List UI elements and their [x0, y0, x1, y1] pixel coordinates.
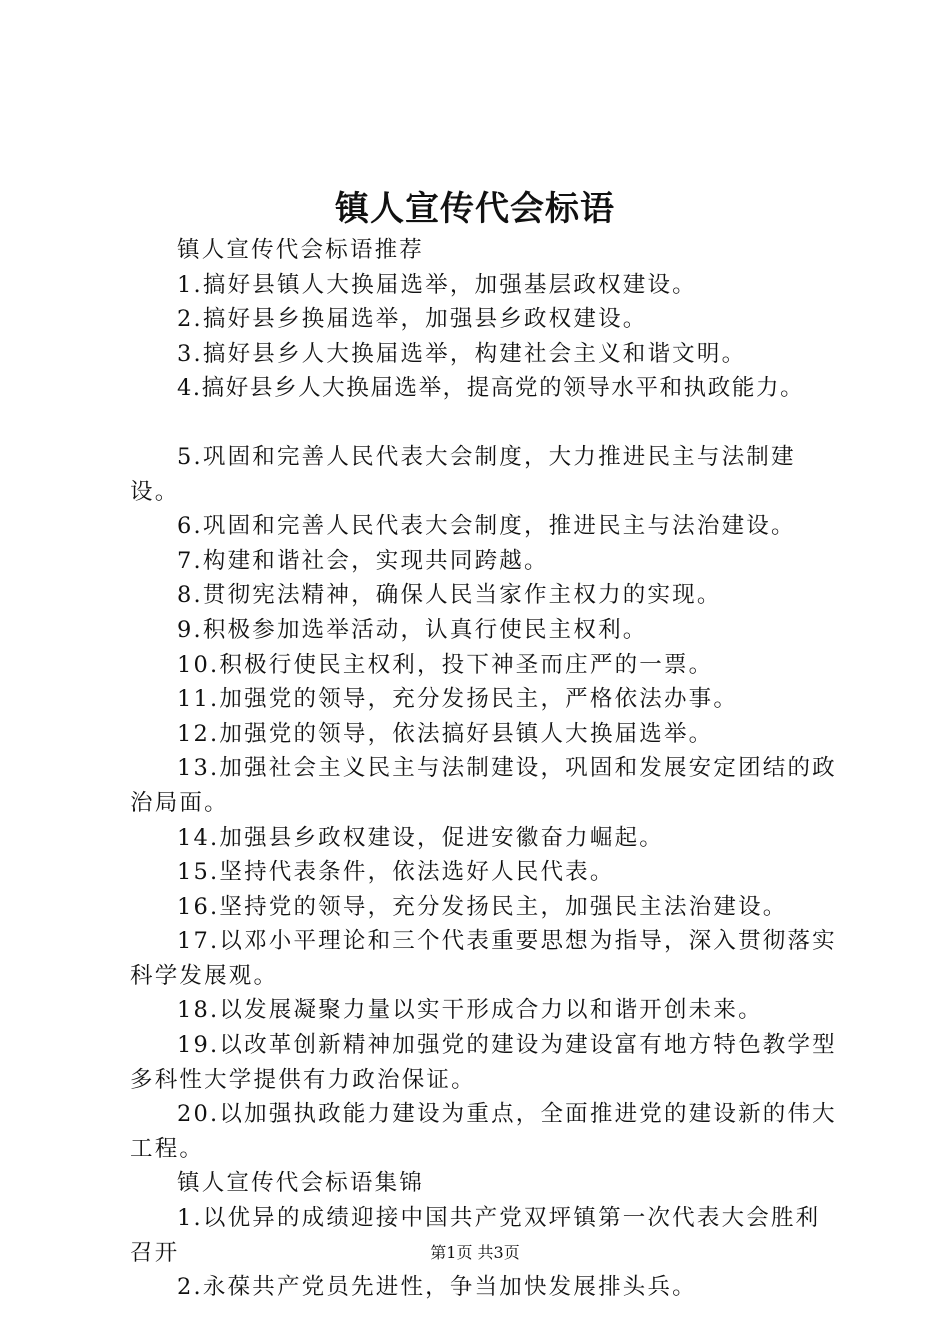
slogan-item: 14.加强县乡政权建设，促进安徽奋力崛起。	[177, 824, 664, 851]
slogan-item: 12.加强党的领导，依法搞好县镇人大换届选举。	[177, 720, 714, 747]
blank-line	[130, 406, 840, 440]
slogan-item: 17.以邓小平理论和三个代表重要思想为指导，深入贯彻落实科学发展观。	[130, 928, 837, 989]
slogan-item: 7.构建和谐社会，实现共同跨越。	[177, 547, 549, 574]
slogan-item: 16.坚持党的领导，充分发扬民主，加强民主法治建设。	[177, 893, 788, 920]
slogan-item: 10.积极行使民主权利，投下神圣而庄严的一票。	[177, 651, 714, 678]
slogan-item: 1.以优异的成绩迎接中国共产党双坪镇第一次代表大会胜利召开	[130, 1205, 821, 1266]
document-title: 镇人宣传代会标语	[335, 189, 615, 229]
section-heading-recommend: 镇人宣传代会标语推荐	[177, 237, 425, 263]
document-body	[130, 233, 840, 1305]
slogan-item: 20.以加强执政能力建设为重点，全面推进党的建设新的伟大工程。	[130, 1101, 837, 1162]
slogan-item: 13.加强社会主义民主与法制建设，巩固和发展安定团结的政治局面。	[130, 755, 837, 816]
slogan-item: 4.搞好县乡人大换届选举，提高党的领导水平和执政能力。	[177, 375, 805, 402]
slogan-item: 2.永葆共产党员先进性，争当加快发展排头兵。	[177, 1274, 697, 1301]
slogan-item: 8.贯彻宪法精神，确保人民当家作主权力的实现。	[177, 582, 722, 609]
section-heading-collection: 镇人宣传代会标语集锦	[177, 1170, 425, 1197]
slogan-item: 9.积极参加选举活动，认真行使民主权利。	[177, 616, 648, 643]
slogan-item: 2.搞好县乡换届选举，加强县乡政权建设。	[177, 306, 648, 333]
slogan-item: 18.以发展凝聚力量以实干形成合力以和谐开创未来。	[177, 997, 763, 1024]
page-footer: 第1页 共3页	[430, 1243, 520, 1262]
slogan-item: 15.坚持代表条件，依法选好人民代表。	[177, 859, 615, 886]
slogan-item: 5.巩固和完善人民代表大会制度，大力推进民主与法制建设。	[130, 443, 796, 505]
slogan-item: 6.巩固和完善人民代表大会制度，推进民主与法治建设。	[177, 513, 796, 540]
slogan-item: 19.以改革创新精神加强党的建设为建设富有地方特色教学型多科性大学提供有力政治保证。	[130, 1032, 837, 1093]
slogan-item: 1.搞好县镇人大换届选举，加强基层政权建设。	[177, 271, 697, 298]
slogan-item: 11.加强党的领导，充分发扬民主，严格依法办事。	[177, 686, 739, 713]
slogan-item: 3.搞好县乡人大换届选举，构建社会主义和谐文明。	[177, 340, 747, 367]
